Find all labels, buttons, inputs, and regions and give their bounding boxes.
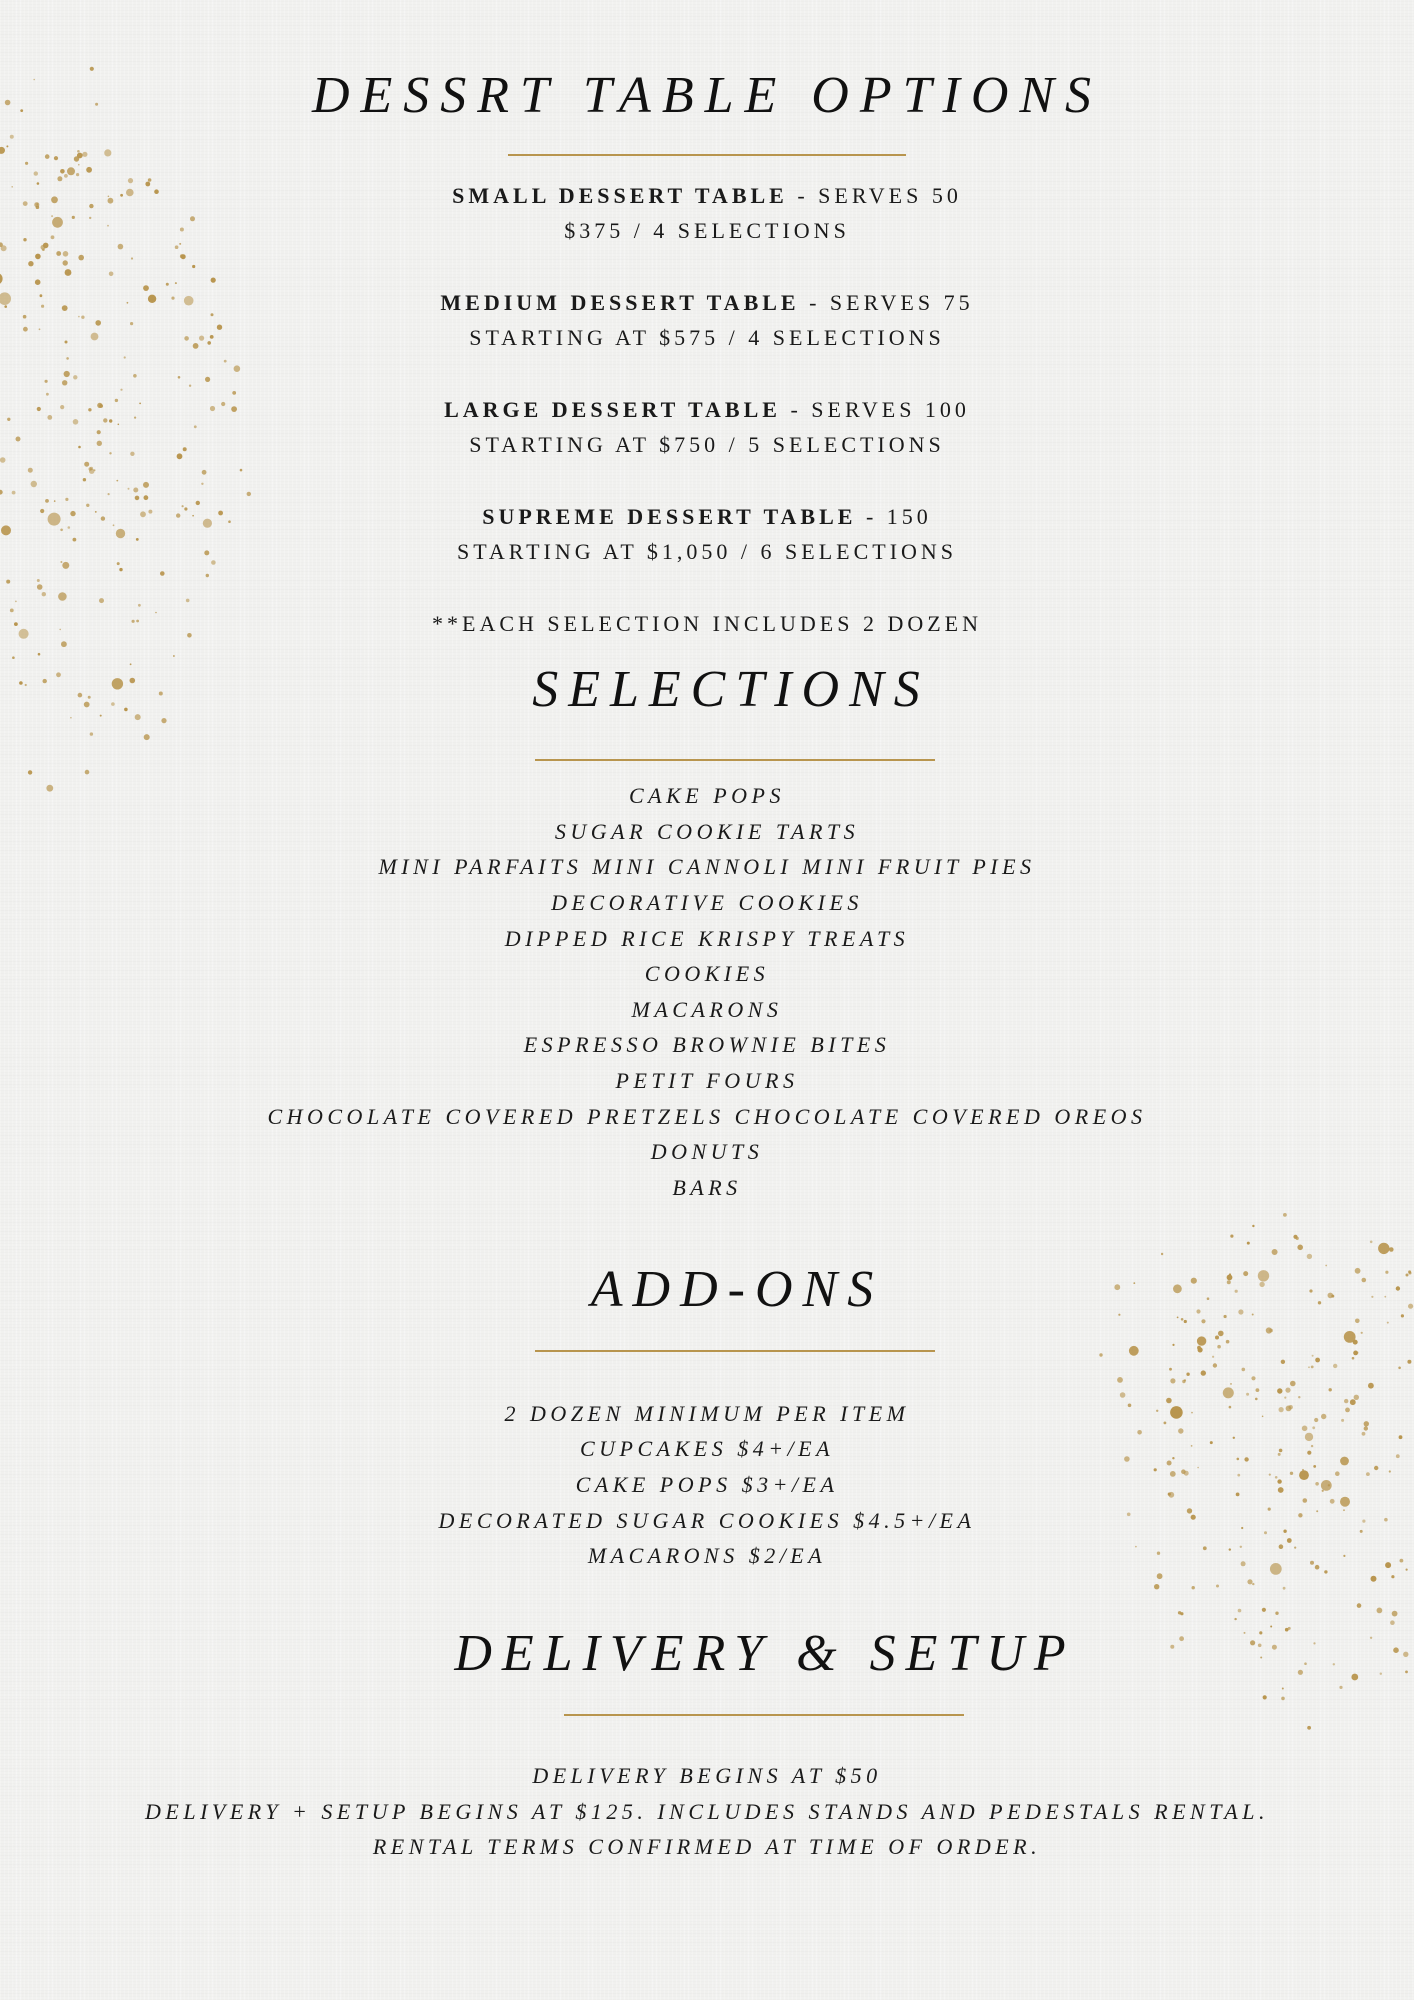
table-supreme-detail: STARTING AT $1,050 / 6 SELECTIONS <box>456 539 958 564</box>
table-serves: - SERVES 75 <box>799 290 974 315</box>
selection-item: DIPPED RICE KRISPY TREATS <box>504 926 910 951</box>
selections-divider <box>535 759 935 761</box>
table-large-detail: STARTING AT $750 / 5 SELECTIONS <box>469 432 945 457</box>
selection-item: PETIT FOURS <box>615 1068 799 1093</box>
table-medium-detail: STARTING AT $575 / 4 SELECTIONS <box>469 325 945 350</box>
selection-item: DECORATIVE COOKIES <box>551 890 863 915</box>
table-medium-name-line <box>0 290 1414 316</box>
selection-item: MINI PARFAITS MINI CANNOLI MINI FRUIT PIES <box>378 854 1036 879</box>
addon-item: CUPCAKES $4+/EA <box>579 1436 835 1461</box>
addon-item: DECORATED SUGAR COOKIES $4.5+/EA <box>438 1508 976 1533</box>
table-supreme-name-line <box>0 504 1414 530</box>
table-serves: - SERVES 100 <box>780 397 970 422</box>
table-name: MEDIUM DESSERT TABLE <box>440 290 800 315</box>
addon-item: CAKE POPS $3+/EA <box>575 1472 839 1497</box>
table-large-name-line <box>0 397 1414 423</box>
addon-item: 2 DOZEN MINIMUM PER ITEM <box>504 1401 910 1426</box>
delivery-item: DELIVERY BEGINS AT $50 <box>532 1763 882 1788</box>
table-small-name-line <box>0 183 1414 209</box>
delivery-heading: DELIVERY & SETUP <box>454 1625 1076 1682</box>
delivery-item: DELIVERY + SETUP BEGINS AT $125. INCLUDES STANDS AND PEDESTALS RENTAL. <box>145 1799 1269 1824</box>
addons-heading: ADD-ONS <box>590 1261 884 1318</box>
selection-item: SUGAR COOKIE TARTS <box>554 819 860 844</box>
delivery-item: RENTAL TERMS CONFIRMED AT TIME OF ORDER. <box>372 1834 1042 1859</box>
selection-item: ESPRESSO BROWNIE BITES <box>523 1032 891 1057</box>
selection-item: CAKE POPS <box>629 783 785 808</box>
selection-item: COOKIES <box>644 961 770 986</box>
page-title: DESSRT TABLE OPTIONS <box>311 67 1103 124</box>
table-small-detail: $375 / 4 SELECTIONS <box>564 218 850 243</box>
selections-heading: SELECTIONS <box>532 661 930 718</box>
selection-note: **EACH SELECTION INCLUDES 2 DOZEN <box>432 611 982 636</box>
table-name: SMALL DESSERT TABLE <box>452 183 788 208</box>
delivery-divider <box>564 1714 964 1716</box>
table-serves: - SERVES 50 <box>787 183 962 208</box>
addon-item: MACARONS $2/EA <box>587 1543 827 1568</box>
title-divider <box>508 154 906 156</box>
table-serves: - 150 <box>856 504 932 529</box>
addons-divider <box>535 1350 935 1352</box>
selection-item: MACARONS <box>631 997 783 1022</box>
table-name: SUPREME DESSERT TABLE <box>482 504 857 529</box>
table-name: LARGE DESSERT TABLE <box>444 397 781 422</box>
selection-item: DONUTS <box>650 1139 764 1164</box>
selection-item: CHOCOLATE COVERED PRETZELS CHOCOLATE COVERED OREOS <box>267 1104 1147 1129</box>
selection-item: BARS <box>672 1175 742 1200</box>
